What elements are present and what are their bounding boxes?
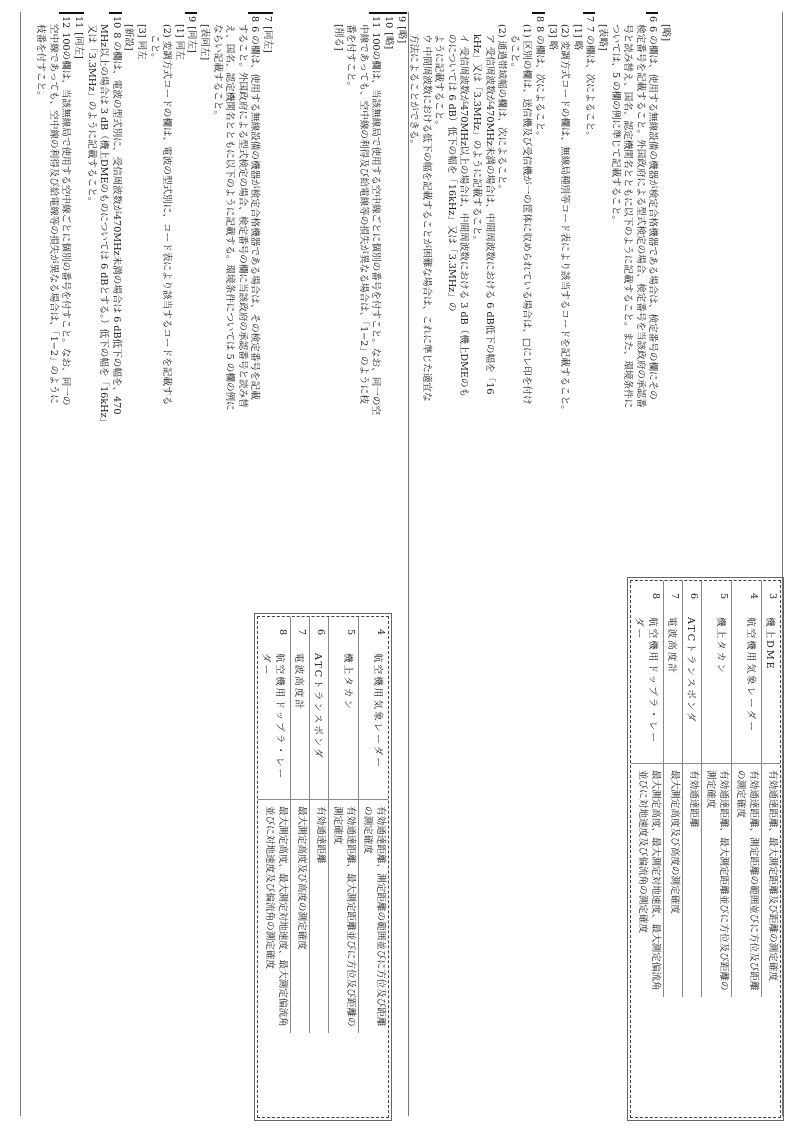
text-line: (2) 変調方式コードの欄は、無線局種別等コード表により該当するコードを記載すること。: [559, 24, 571, 415]
table-row: [663, 581, 682, 997]
text-line: こと。: [148, 34, 160, 63]
section-number: 8: [532, 12, 545, 22]
device-description: 最大測定高度及び高度の測定確度: [663, 764, 682, 997]
row-number: 6: [682, 581, 701, 611]
section-number: 7: [260, 12, 273, 22]
text-line: 枝番を付すこと。: [35, 24, 47, 101]
section-number: 7: [583, 12, 596, 22]
device-name: 電波高度計: [290, 647, 309, 800]
device-description: 有効通達距離: [309, 800, 328, 1033]
device-description: 有効通達距離、最大測定距離及び距離の測定確度: [762, 764, 781, 997]
text-line: ること。: [508, 34, 520, 73]
device-description: 有効通達距離、最大測定距離並びに方位及び距離の 測定確度: [328, 800, 358, 1033]
device-name: 航空機用気象レーダー: [731, 611, 761, 764]
row-number: 7: [290, 617, 309, 647]
device-table-revised: [630, 580, 781, 1118]
device-description: 最大測定高度及び高度の測定確度: [290, 800, 309, 1033]
table-row: [258, 617, 291, 1033]
section-number: 10: [381, 12, 394, 28]
text-line: [3] 略: [546, 24, 558, 51]
text-line: [同左]: [186, 26, 198, 53]
text-line: 中線であっても、空中線の利得及び給電線等の損失が異なる場合は、「1−2」のように枝: [357, 24, 369, 404]
device-name: 航空機用ドップラ・レー ダー: [631, 611, 664, 764]
row-number: 5: [328, 617, 358, 647]
bottom-rule: [20, 12, 21, 1116]
text-line: MHz以上の場合は 3 dB（機上DMEのものについては 6 dBとする。）低下の幅を「16kHz」: [98, 24, 110, 428]
text-line: のについては 6 dB）低下の幅を「16kHz」又は「3.3MHz」の: [445, 34, 457, 312]
text-line: [同左]: [262, 26, 273, 53]
text-line: [表略]: [597, 24, 609, 51]
table-row: [701, 581, 731, 997]
table-row: [309, 617, 328, 1033]
text-line: 空中線であっても、空中線の利得及び給電線等の損失が異なる場合は、「1−2」のように: [47, 24, 59, 404]
text-line: [同左]: [73, 32, 85, 59]
device-name: ATCトランスポンダ: [682, 611, 701, 764]
row-number: 6: [309, 617, 328, 647]
text-line: 100の欄は、当該無線局で使用する空中線ごとに個別の番号を付すこと。なお、同一の空: [370, 32, 382, 416]
text-line: 号と読み替え、国名、認定機関名とともに以下のように記載すること。また、環境条件に: [622, 24, 634, 409]
revised-section: [332, 0, 785, 1128]
table-row: [358, 617, 388, 1033]
section-number: 6: [646, 12, 659, 22]
text-line: 6 の欄は、使用する無線設備の機器が検定合格機器である場合は、検定番号の欄にその: [647, 26, 659, 400]
device-description: 有効通達距離、測定距離の範囲並びに方位及び距離 の測定確度: [358, 800, 388, 1033]
text-line: [略]: [395, 26, 407, 44]
table-row: [682, 581, 701, 997]
device-description: 最大測定高度、最大測定対地速度、最大測定偏流角 並びに対地速度及び偏流角の測定確度: [637, 770, 661, 991]
text-line: [新設]: [123, 24, 135, 51]
current-section: [17, 0, 393, 1128]
section-number: 12: [59, 12, 72, 28]
table-row: [762, 581, 781, 997]
text-line: ウ 中間周波数における低下の幅を記載することが困難な場合は、これに準じた適宜な: [420, 34, 432, 402]
device-name: ATCトランスポンダ: [309, 647, 328, 800]
text-line: え、国名、認定機関名とともに以下のように記載する。環境条件については 5 の欄の例に: [224, 24, 236, 411]
text-line: 8 の欄は、次によること。: [534, 26, 546, 141]
text-line: 番を付すこと。: [345, 24, 357, 92]
current-body-text: [34, 12, 273, 427]
device-name: 電波高度計: [663, 611, 682, 764]
top-rule: [782, 12, 783, 1116]
text-line: 7 の欄は、次によること。: [584, 26, 596, 141]
text-line: (2) 通過帯域幅の欄は、次によること。: [496, 24, 508, 195]
text-line: 8 の欄は、電波の型式別に、受信周波数が470MHz未満の場合は 6 dB低下の幅を、470: [110, 32, 122, 415]
table-row: [631, 581, 664, 997]
text-line: (2) 変調方式コードの欄は、電波の型式別に、コード表により該当するコードを記載する: [161, 24, 173, 406]
section-number: 9: [394, 12, 407, 22]
row-number: 4: [731, 581, 761, 611]
device-name: 機上DME: [762, 611, 781, 764]
text-line: [1] 略: [571, 24, 583, 51]
text-line: [略]: [382, 32, 394, 50]
text-line: 6 の欄は、使用する無線設備の機器が検定合格機器である場合は、その検定番号を記載: [249, 26, 261, 400]
section-number: 11: [72, 12, 85, 28]
text-line: 又は「3.3MHz」のように記載すること。: [85, 24, 97, 207]
row-number: 4: [358, 617, 388, 647]
text-line: ア 受信周波数が470MHz未満の場合は、中間周波数における 6 dB低下の幅を「16: [483, 34, 495, 395]
device-name: 航空機用気象レーダー: [358, 647, 388, 800]
device-description: 有効通達距離: [682, 764, 701, 997]
row-number: 7: [663, 581, 682, 611]
text-line: [略]: [660, 24, 671, 42]
text-line: 方法によることができる。: [408, 34, 420, 150]
text-line: [表同左]: [199, 24, 211, 61]
device-name: 機上タカン: [701, 611, 731, 764]
text-line: [3] 同左: [136, 24, 148, 60]
text-line: ならい記載すること。: [211, 24, 223, 120]
section-number: 8: [248, 12, 261, 22]
text-line: イ 受信周波数が470MHz以上の場合は、中間周波数における 3 dB（機上DMEのも: [458, 34, 470, 398]
device-name: 航空機用ドップラ・レー ダー: [258, 647, 291, 800]
text-line: ついては、5 の欄の例に準じて記載すること。: [609, 24, 621, 226]
row-number: 3: [762, 581, 781, 611]
section-number: 10: [109, 12, 122, 28]
table-row: [731, 581, 761, 997]
text-line: kHz」又は「3.3MHz」のように記載すること。: [471, 34, 483, 246]
device-description: 有効通達距離、最大測定距離並びに方位及び距離の 測定確度: [701, 764, 731, 997]
section-divider: [408, 12, 409, 1116]
device-table-current: [257, 616, 389, 1118]
row-number: 8: [649, 592, 661, 600]
table-row: [290, 617, 309, 1033]
text-line: [削る]: [332, 24, 344, 51]
text-line: 100の欄は、当該無線局で使用する空中線ごとに個別の番号を付すこと。なお、同一の: [60, 32, 72, 406]
section-number: 11: [369, 12, 382, 28]
text-line: 検定番号を記載すること。外国政府による型式検定の場合、検定番号を当該政府の承認番: [634, 24, 646, 408]
row-number: 8: [276, 628, 288, 636]
text-line: ように記載すること。: [433, 34, 445, 130]
text-line: [1] 同左: [173, 24, 185, 60]
device-description: 有効通達距離、測定距離の範囲並びに方位及び距離 の測定確度: [731, 764, 761, 997]
row-number: 5: [701, 581, 731, 611]
table-row: [328, 617, 358, 1033]
device-name: 機上タカン: [328, 647, 358, 800]
text-line: (1) 区別の欄は、送信機及び受信機が一の筐体に収められている場合は、□にレ印を付け: [521, 24, 533, 405]
device-description: 最大測定高度、最大測定対地速度、最大測定偏流角 並びに対地速度及び偏流角の測定確度: [264, 806, 288, 1027]
text-line: すること。外国政府による型式検定の場合、検定番号の欄に当該政府の承認番号と読み替: [236, 24, 248, 408]
section-number: 9: [185, 12, 198, 22]
